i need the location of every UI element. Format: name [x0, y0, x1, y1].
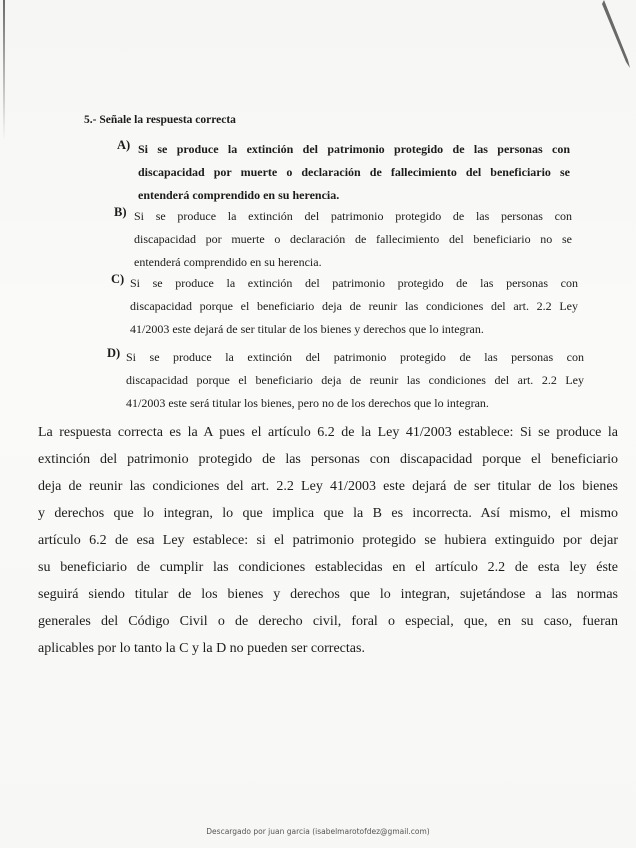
- option-a-line-3: entenderá comprendido en su herencia.: [138, 188, 340, 202]
- answer-line-9: aplicables por lo tanto la C y la D no pueden ser correctas.: [38, 641, 365, 656]
- question-heading: 5.- Señale la respuesta correcta: [84, 114, 236, 126]
- option-b-line-3: entenderá comprendido en su herencia.: [134, 255, 322, 269]
- option-d-letter: D): [107, 346, 121, 360]
- option-d-line-2: discapacidad porque el beneficiario deja de reunir las condiciones del art. 2.2 Ley: [126, 373, 584, 387]
- option-c-line-2: discapacidad porque el beneficiario deja de reunir las condiciones del art. 2.2 Ley: [130, 299, 578, 313]
- answer-line-6: su beneficiario de cumplir las condiciones establecidas en el artículo 2.2 de esta ley éste: [38, 560, 618, 575]
- option-c: [130, 272, 578, 341]
- option-d: [126, 346, 584, 415]
- option-b-line-1: Si se produce la extinción del patrimonio protegido de las personas con: [134, 209, 572, 223]
- option-b: [134, 205, 572, 274]
- option-d-line-1: Si se produce la extinción del patrimonio protegido de las personas con: [126, 350, 584, 364]
- answer-explanation: [38, 419, 618, 662]
- option-a: [138, 138, 570, 207]
- option-a-line-1: Si se produce la extinción del patrimonio protegido de las personas con: [138, 142, 570, 156]
- option-b-line-2: discapacidad por muerte o declaración de fallecimiento del beneficiario no se: [134, 232, 572, 246]
- answer-line-8: generales del Código Civil o de derecho civil, foral o especial, que, en su caso, fueran: [38, 614, 618, 629]
- option-d-line-3: 41/2003 este será titular los bienes, pero no de los derechos que lo integran.: [126, 396, 489, 410]
- page-edge-shadow-left: [3, 0, 5, 140]
- option-c-line-3: 41/2003 este dejará de ser titular de los bienes y derechos que lo integran.: [130, 322, 484, 336]
- option-c-letter: C): [111, 272, 125, 286]
- download-footer: Descargado por juan garcia (isabelmarotofdez@gmail.com): [206, 827, 430, 836]
- option-b-letter: B): [114, 205, 127, 219]
- answer-line-2: extinción del patrimonio protegido de las personas con discapacidad porque el beneficiario: [38, 452, 618, 467]
- option-a-line-2: discapacidad por muerte o declaración de fallecimiento del beneficiario se: [138, 165, 570, 179]
- answer-line-1: La respuesta correcta es la A pues el artículo 6.2 de la Ley 41/2003 establece: Si se produce la: [38, 425, 618, 440]
- answer-line-5: artículo 6.2 de esa Ley establece: si el patrimonio protegido se hubiera extinguido por dejar: [38, 533, 618, 548]
- answer-line-3: deja de reunir las condiciones del art. 2.2 Ley 41/2003 este dejará de ser titular de los bienes: [38, 479, 618, 494]
- option-c-line-1: Si se produce la extinción del patrimonio protegido de las personas con: [130, 276, 578, 290]
- page-edge-shadow-right: [594, 0, 634, 90]
- option-a-letter: A): [117, 138, 131, 152]
- answer-line-7: seguirá siendo titular de los bienes y derechos que lo integran, sujetándose a las normas: [38, 587, 618, 602]
- answer-line-4: y derechos que lo integran, lo que implica que la B es incorrecta. Así mismo, el mismo: [38, 506, 618, 521]
